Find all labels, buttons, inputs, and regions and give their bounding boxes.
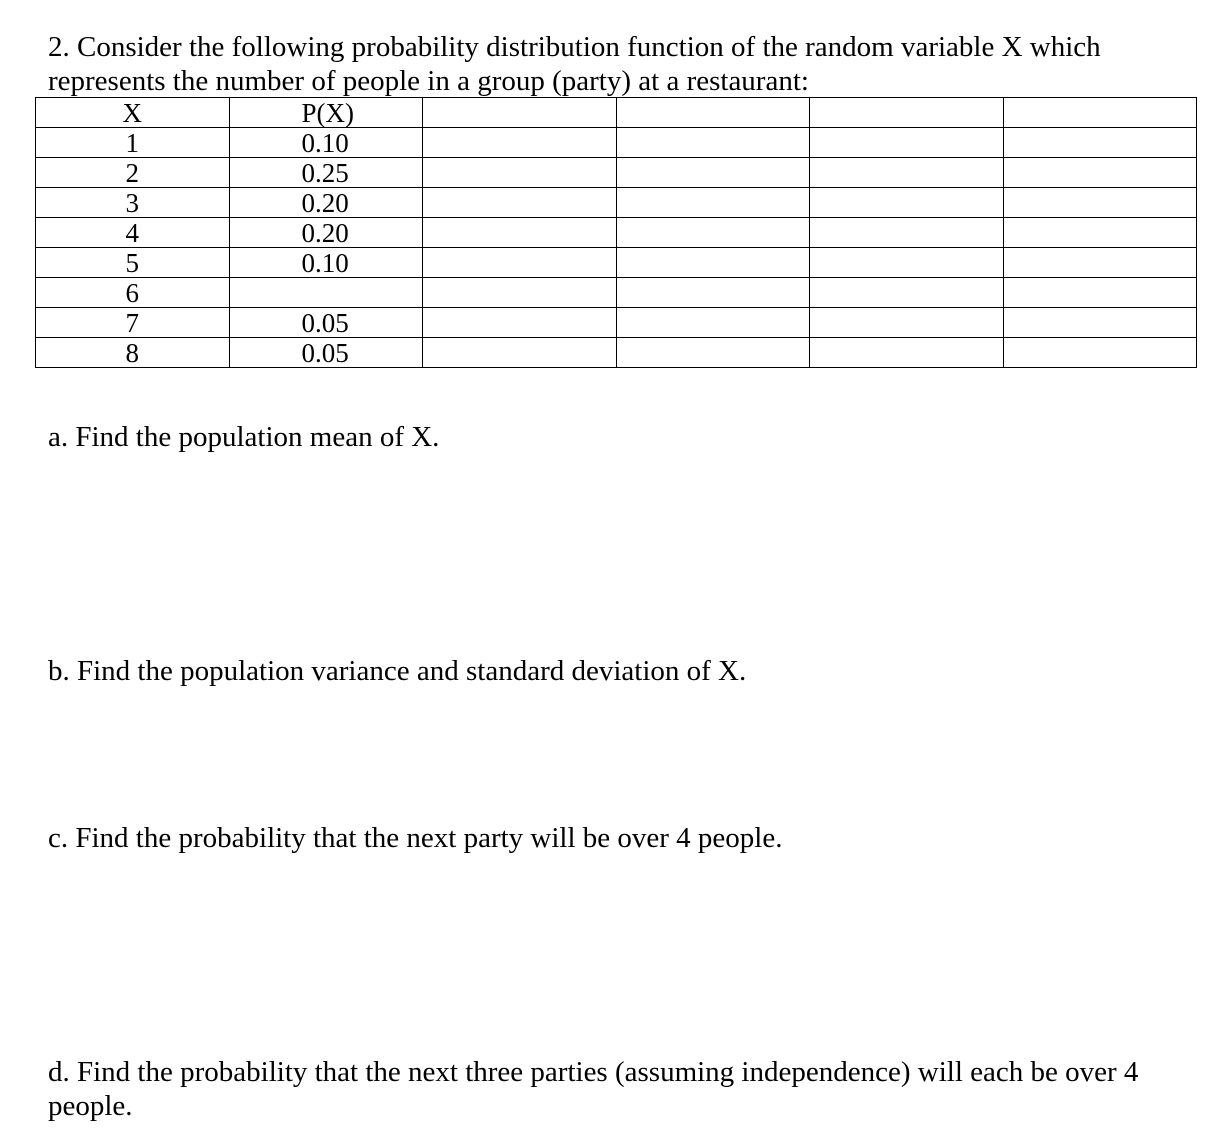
empty-cell: [810, 278, 1004, 308]
empty-cell: [423, 338, 617, 368]
probability-value: 0.10: [229, 128, 423, 158]
empty-cell: [1003, 128, 1197, 158]
problem-intro-line-1: 2. Consider the following probability distribution function of the random variable X which: [48, 31, 1101, 63]
probability-value: 0.05: [229, 308, 423, 338]
x-value: 6: [36, 278, 230, 308]
empty-cell: [616, 338, 810, 368]
empty-cell: [1003, 308, 1197, 338]
empty-cell: [810, 188, 1004, 218]
x-value: 1: [36, 128, 230, 158]
empty-cell: [616, 128, 810, 158]
empty-cell: [616, 248, 810, 278]
question-a: a. Find the population mean of X.: [48, 421, 440, 453]
table-row: [36, 248, 1197, 278]
question-b: b. Find the population variance and standard deviation of X.: [48, 655, 747, 687]
question-d-line-1: d. Find the probability that the next three parties (assuming independence) will each be over 4: [48, 1056, 1139, 1088]
empty-cell: [810, 128, 1004, 158]
probability-value: 0.20: [229, 218, 423, 248]
empty-cell: [616, 188, 810, 218]
x-value: 4: [36, 218, 230, 248]
empty-cell: [1003, 98, 1197, 128]
empty-cell: [810, 98, 1004, 128]
table-row: [36, 218, 1197, 248]
empty-cell: [1003, 218, 1197, 248]
empty-cell: [1003, 158, 1197, 188]
x-value: 3: [36, 188, 230, 218]
empty-cell: [423, 218, 617, 248]
probability-distribution-table: [35, 97, 1197, 368]
table-row: [36, 188, 1197, 218]
x-value: 7: [36, 308, 230, 338]
problem-statement: [48, 30, 1188, 98]
empty-cell: [423, 128, 617, 158]
empty-cell: [616, 158, 810, 188]
problem-intro-line-2: represents the number of people in a group (party) at a restaurant:: [48, 65, 809, 97]
probability-value: 0.20: [229, 188, 423, 218]
empty-cell: [1003, 278, 1197, 308]
question-c: c. Find the probability that the next party will be over 4 people.: [48, 822, 783, 854]
empty-cell: [423, 278, 617, 308]
empty-cell: [616, 278, 810, 308]
header-px: P(X): [229, 98, 423, 128]
empty-cell: [810, 218, 1004, 248]
empty-cell: [423, 188, 617, 218]
x-value: 2: [36, 158, 230, 188]
empty-cell: [810, 158, 1004, 188]
question-d-line-2: people.: [48, 1090, 133, 1122]
empty-cell: [423, 158, 617, 188]
table-row: [36, 128, 1197, 158]
table-header-row: [36, 98, 1197, 128]
probability-value: 0.25: [229, 158, 423, 188]
empty-cell: [1003, 188, 1197, 218]
table-row: [36, 158, 1197, 188]
empty-cell: [423, 98, 617, 128]
x-value: 5: [36, 248, 230, 278]
empty-cell: [1003, 248, 1197, 278]
empty-cell: [810, 248, 1004, 278]
empty-cell: [616, 98, 810, 128]
probability-value: [229, 278, 423, 308]
question-d: [48, 1055, 1188, 1123]
empty-cell: [1003, 338, 1197, 368]
probability-value: 0.05: [229, 338, 423, 368]
header-x: X: [36, 98, 230, 128]
empty-cell: [423, 248, 617, 278]
empty-cell: [423, 308, 617, 338]
empty-cell: [810, 338, 1004, 368]
empty-cell: [810, 308, 1004, 338]
probability-value: 0.10: [229, 248, 423, 278]
table-row: [36, 308, 1197, 338]
empty-cell: [616, 308, 810, 338]
table-row: [36, 338, 1197, 368]
table-row: [36, 278, 1197, 308]
x-value: 8: [36, 338, 230, 368]
empty-cell: [616, 218, 810, 248]
